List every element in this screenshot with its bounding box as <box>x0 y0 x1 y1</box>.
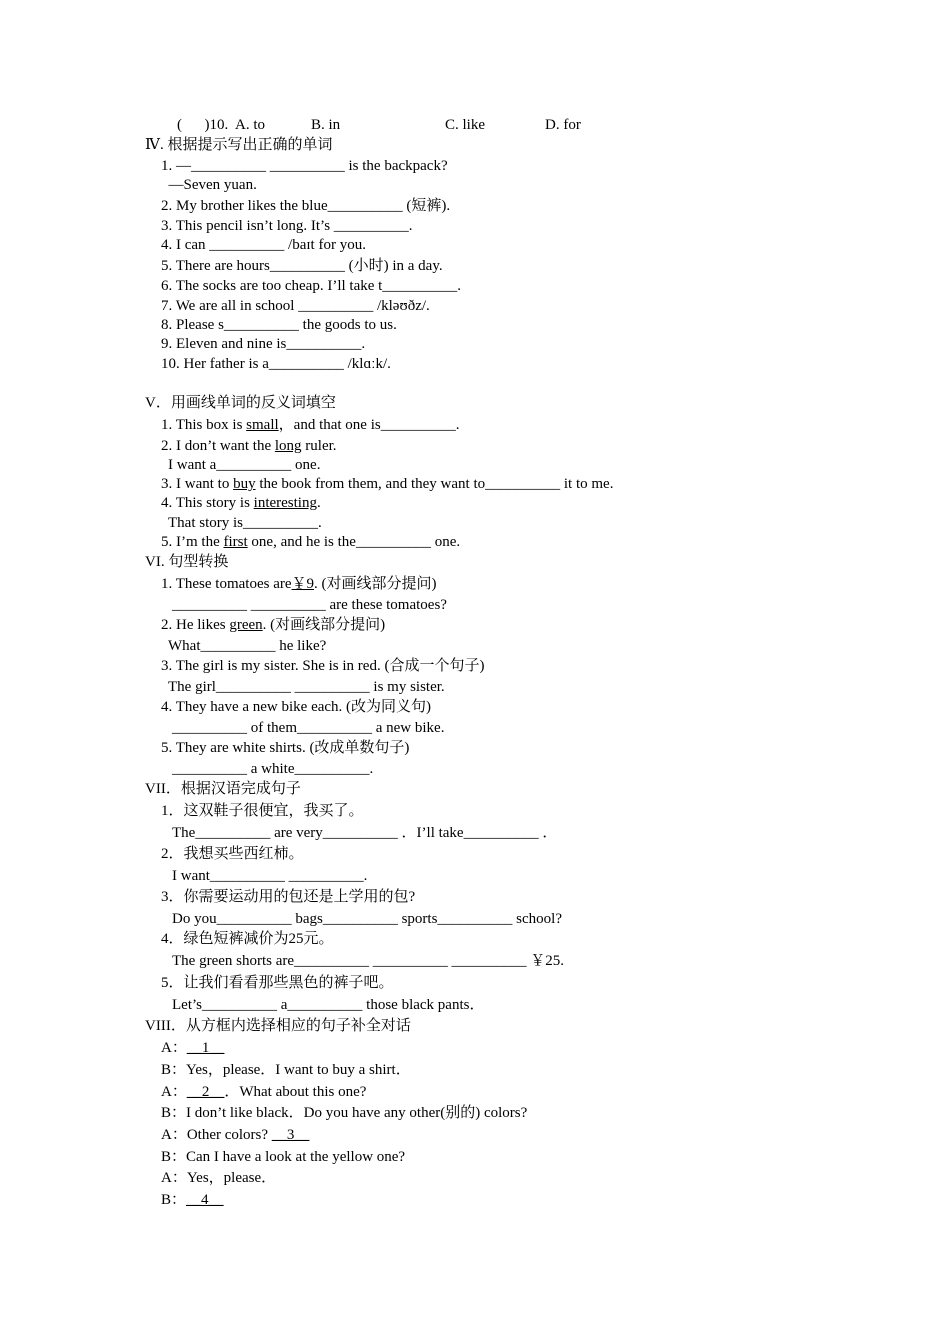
section-4-item: 3. This pencil isn’t long. It’s __________. <box>161 218 413 234</box>
section-6-item-5: 5. They are white shirts. (改成单数句子) <box>161 740 410 756</box>
section-4-item: 5. There are hours__________ (小时) in a day. <box>161 258 443 274</box>
section-7-prompt: 4．绿色短裤减价为25元。 <box>161 931 334 947</box>
answer-blank: __1__ <box>186 1040 225 1056</box>
section-6-item-3: 3. The girl is my sister. She is in red. (合成一个句子) <box>161 658 485 674</box>
q10-option-c: C. like <box>445 117 485 133</box>
section-5-item-1: 1. This box is small，and that one is__________. <box>161 417 460 433</box>
section-4-item: 4. I can __________ /baɪt for you. <box>161 237 366 253</box>
section-5-item-3: 3. I want to buy the book from them, and they want to__________ it to me. <box>161 476 614 492</box>
section-4-title: Ⅳ. 根据提示写出正确的单词 <box>145 137 333 153</box>
underlined-word: first <box>223 534 248 550</box>
q10-number: ( )10. <box>177 117 229 133</box>
section-4-item: 6. The socks are too cheap. I’ll take t__________. <box>161 278 462 294</box>
section-5-item-4: 4. This story is interesting. <box>161 495 321 511</box>
underlined-word: ￥9 <box>291 576 315 592</box>
q10-option-b: B. in <box>311 117 341 133</box>
dialogue-line: A：__2__．What about this one? <box>161 1084 367 1100</box>
section-7-answer: I want__________ __________. <box>172 868 368 884</box>
section-7-answer: Let’s__________ a__________ those black pants． <box>172 997 485 1013</box>
dialogue-line: A：Yes，please． <box>161 1170 277 1186</box>
dialogue-line: A：__1__ <box>161 1040 225 1056</box>
section-7-answer: The green shorts are__________ __________ __________ ￥25. <box>172 953 565 969</box>
section-5-title: V．用画线单词的反义词填空 <box>145 395 336 411</box>
section-6-title: VI. 句型转换 <box>145 554 229 570</box>
answer-blank: __4__ <box>186 1192 224 1208</box>
section-6-item-1: 1. These tomatoes are￥9. (对画线部分提问) <box>161 576 437 592</box>
answer-blank: __3__ <box>271 1127 310 1143</box>
section-6-item-2: 2. He likes green. (对画线部分提问) <box>161 617 386 633</box>
dialogue-line: B：Yes，please．I want to buy a shirt． <box>161 1062 411 1078</box>
q10-option-d: D. for <box>545 117 581 133</box>
section-6-item-3-answer: The girl__________ __________ is my sister. <box>168 679 445 695</box>
section-7-title: VII．根据汉语完成句子 <box>145 781 301 797</box>
section-6-item-1-answer: __________ __________ are these tomatoes? <box>172 597 447 613</box>
section-4-item: —Seven yuan. <box>161 177 257 193</box>
underlined-word: green <box>229 617 263 633</box>
section-7-prompt: 5．让我们看看那些黑色的裤子吧。 <box>161 975 394 991</box>
section-4-item: 2. My brother likes the blue__________ (短裤). <box>161 198 451 214</box>
dialogue-line: A：Other colors? __3__ <box>161 1127 310 1143</box>
section-5-item-2: 2. I don’t want the long ruler. <box>161 438 337 454</box>
section-4-item: 10. Her father is a__________ /klɑːk/. <box>161 356 391 372</box>
section-4-item: 9. Eleven and nine is__________. <box>161 336 366 352</box>
section-5-item-5: 5. I’m the first one, and he is the__________ one. <box>161 534 461 550</box>
section-7-prompt: 2．我想买些西红柿。 <box>161 846 304 862</box>
dialogue-line: B：Can I have a look at the yellow one? <box>161 1149 406 1165</box>
underlined-word: small <box>246 417 279 433</box>
section-4-item: 7. We are all in school __________ /kləʊðz/. <box>161 298 430 314</box>
section-8-title: VIII．从方框内选择相应的句子补全对话 <box>145 1018 411 1034</box>
section-4-item: 1. —__________ __________ is the backpack? <box>161 158 448 174</box>
q10-option-a: A. to <box>235 117 265 133</box>
section-6-item-5-answer: __________ a white__________. <box>172 761 374 777</box>
section-6-item-2-answer: What__________ he like? <box>168 638 327 654</box>
section-6-item-4-answer: __________ of them__________ a new bike. <box>172 720 445 736</box>
dialogue-line: B：__4__ <box>161 1192 224 1208</box>
dialogue-line: B：I don’t like black．Do you have any other(别的) colors? <box>161 1105 528 1121</box>
section-7-prompt: 1．这双鞋子很便宜，我买了。 <box>161 803 364 819</box>
underlined-word: buy <box>233 476 256 492</box>
section-5-item-2-answer: I want a__________ one. <box>168 457 321 473</box>
section-6-item-4: 4. They have a new bike each. (改为同义句) <box>161 699 432 715</box>
underlined-word: long <box>274 438 302 454</box>
section-7-prompt: 3．你需要运动用的包还是上学用的包? <box>161 889 416 905</box>
section-7-answer: The__________ are very__________ ．I’ll take__________ ． <box>172 825 558 841</box>
section-5-item-4-answer: That story is__________. <box>168 515 322 531</box>
answer-blank: __2__ <box>186 1084 225 1100</box>
section-4-item: 8. Please s__________ the goods to us. <box>161 317 397 333</box>
underlined-word: interesting <box>253 495 317 511</box>
section-7-answer: Do you__________ bags__________ sports__________ school? <box>172 911 562 927</box>
